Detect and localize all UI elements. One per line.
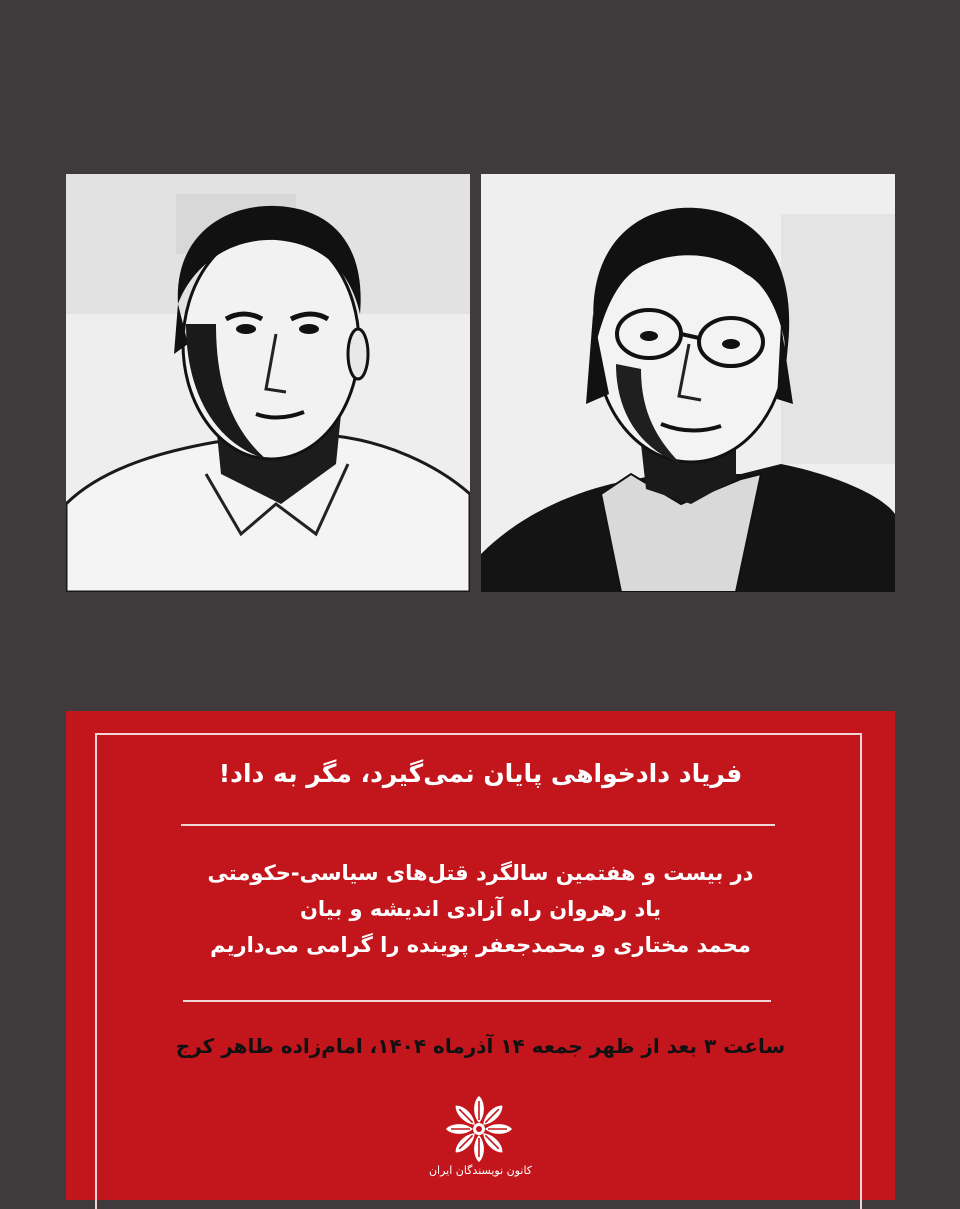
divider-top	[181, 824, 775, 826]
announcement-panel	[66, 711, 895, 1200]
memorial-line: یاد رهروان راه آزادی اندیشه و بیان	[299, 897, 662, 921]
headline: فریاد دادخواهی پایان نمی‌گیرد، مگر به داد!	[218, 759, 743, 788]
event-details: ساعت ۳ بعد از ظهر جمعه ۱۴ آذرماه ۱۴۰۴، امام‌زاده طاهر کرج	[175, 1034, 786, 1058]
portrait-left	[66, 174, 470, 592]
portrait-right-image	[481, 174, 895, 592]
memorial-text	[66, 855, 895, 963]
flower-logo-icon	[444, 1094, 514, 1164]
portrait-right	[481, 174, 895, 592]
memorial-line: در بیست و هفتمین سالگرد قتل‌های سیاسی-حکومتی	[207, 861, 754, 885]
organization-name: کانون نویسندگان ایران	[428, 1164, 533, 1177]
divider-bottom	[183, 1000, 771, 1002]
portrait-left-image	[66, 174, 470, 592]
memorial-line: محمد مختاری و محمدجعفر پوینده را گرامی می‌داریم	[210, 933, 751, 957]
